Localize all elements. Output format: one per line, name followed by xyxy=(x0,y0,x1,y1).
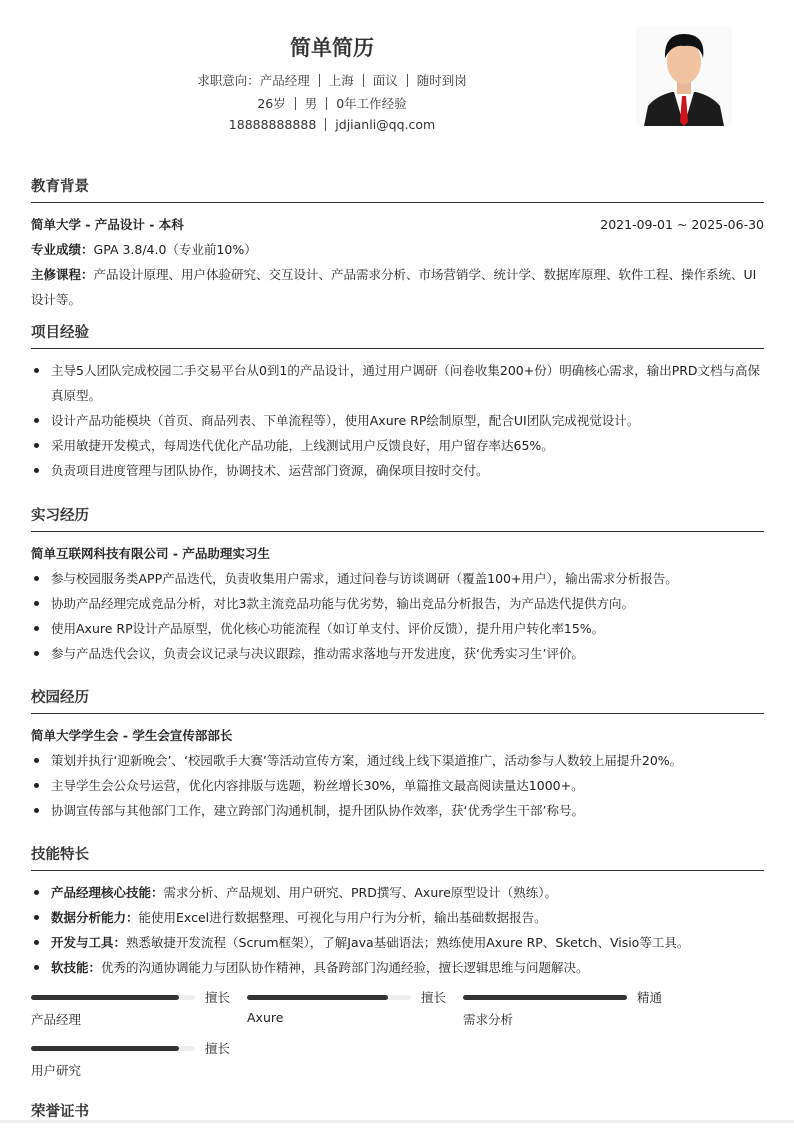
skill-name: 产品经理 xyxy=(31,1012,82,1027)
courses: 产品设计原理、用户体验研究、交互设计、产品需求分析、市场营销学、统计学、数据库原理、软件工程、操作系统、UI设计等。 xyxy=(31,267,757,307)
courses-label: 主修课程： xyxy=(31,267,94,282)
list-item xyxy=(31,880,764,905)
list-item: 设计产品功能模块（首页、商品列表、下单流程等），使用Axure RP绘制原型，配合UI团队完成视觉设计。 xyxy=(31,408,764,433)
organization: 简单大学学生会 - 学生会宣传部部长 xyxy=(31,728,233,743)
list-item: 参与校园服务类APP产品迭代，负责收集用户需求，通过问卷与访谈调研（覆盖100+用户），输出需求分析报告。 xyxy=(31,566,764,591)
separator xyxy=(326,97,327,110)
list-item xyxy=(31,930,764,955)
campus-section xyxy=(31,686,764,823)
education-dates: 2021-09-01 ~ 2025-06-30 xyxy=(600,217,764,232)
gpa-label: 专业成绩： xyxy=(31,242,94,257)
skill-bar-track xyxy=(31,995,195,1000)
intent-availability: 随时到岗 xyxy=(416,73,467,88)
section-title: 项目经验 xyxy=(31,321,764,349)
separator xyxy=(295,97,296,110)
honors-section xyxy=(31,1100,764,1136)
skill-bar-fill xyxy=(463,995,627,1000)
email: jdjianli@qq.com xyxy=(335,117,436,132)
list-item: 负责项目进度管理与团队协作，协调技术、运营部门资源，确保项目按时交付。 xyxy=(31,458,764,483)
projects-section xyxy=(31,321,764,483)
intent-salary: 面议 xyxy=(372,73,398,88)
list-item: 策划并执行‘迎新晚会’、‘校园歌手大赛’等活动宣传方案，通过线上线下渠道推广，活动参与人数较上届提升20%。 xyxy=(31,748,764,773)
list-item: 主导5人团队完成校园二手交易平台从0到1的产品设计，通过用户调研（问卷收集200+份）明确核心需求，输出PRD文档与高保真原型。 xyxy=(31,358,764,408)
skill-name: 需求分析 xyxy=(463,1012,514,1027)
section-title: 校园经历 xyxy=(31,686,764,714)
list-item xyxy=(31,955,764,980)
skill-bar-fill xyxy=(31,995,179,1000)
section-title: 荣誉证书 xyxy=(31,1104,89,1120)
separator xyxy=(363,74,364,87)
gender: 男 xyxy=(304,96,318,111)
skill-label: 数据分析能力： xyxy=(51,910,139,925)
phone: 18888888888 xyxy=(228,117,317,132)
company: 简单互联网科技有限公司 - 产品助理实习生 xyxy=(31,546,270,561)
list-item xyxy=(31,905,764,930)
skill-text: 熟悉敏捷开发流程（Scrum框架），了解Java基础语法；熟练使用Axure RP、Sketch、Visio等工具。 xyxy=(126,935,690,950)
skill-level: 精通 xyxy=(637,990,663,1005)
skill-name: Axure xyxy=(247,1010,284,1025)
skill-label: 产品经理核心技能： xyxy=(51,885,164,900)
experience: 0年工作经验 xyxy=(336,96,407,111)
skill-text: 能使用Excel进行数据整理、可视化与用户行为分析，输出基础数据报告。 xyxy=(138,910,547,925)
contact-info xyxy=(0,117,664,132)
list-item: 使用Axure RP设计产品原型，优化核心功能流程（如订单支付、评价反馈），提升用户转化率15%。 xyxy=(31,616,764,641)
skill-bar-fill xyxy=(247,995,388,1000)
resume-name: 简单简历 xyxy=(290,36,374,60)
list-item: 参与产品迭代会议，负责会议记录与决议跟踪，推动需求落地与开发进度，获‘优秀实习生’评价。 xyxy=(31,641,764,666)
list-item: 主导学生会公众号运营，优化内容排版与选题，粉丝增长30%，单篇推文最高阅读量达1000+。 xyxy=(31,773,764,798)
separator xyxy=(319,74,320,87)
intent-city: 上海 xyxy=(328,73,354,88)
intent-position: 求职意向：产品经理 xyxy=(197,73,310,88)
skill-level: 擅长 xyxy=(205,990,231,1005)
skills-section xyxy=(31,843,764,980)
skill-label: 软技能： xyxy=(51,960,102,975)
skill-label: 开发与工具： xyxy=(51,935,127,950)
separator xyxy=(407,74,408,87)
internship-section xyxy=(31,504,764,666)
basic-info xyxy=(0,94,664,112)
list-item: 协助产品经理完成竞品分析，对比3款主流竞品功能与优劣势，输出竞品分析报告，为产品迭代提供方向。 xyxy=(31,591,764,616)
skill-level: 擅长 xyxy=(421,990,447,1005)
job-intent xyxy=(0,71,664,89)
skill-name: 用户研究 xyxy=(31,1063,82,1078)
list-item: 协调宣传部与其他部门工作，建立跨部门沟通机制，提升团队协作效率，获‘优秀学生干部’称号。 xyxy=(31,798,764,823)
separator xyxy=(325,118,326,131)
section-title: 实习经历 xyxy=(31,504,764,532)
gpa: GPA 3.8/4.0（专业前10%） xyxy=(93,242,257,257)
section-title: 技能特长 xyxy=(31,843,764,871)
skill-bar-track xyxy=(31,1046,195,1051)
skill-bar-track xyxy=(247,995,411,1000)
skill-text: 需求分析、产品规划、用户研究、PRD撰写、Axure原型设计（熟练）。 xyxy=(163,885,558,900)
skill-bar-track xyxy=(463,995,627,1000)
school: 简单大学 - 产品设计 - 本科 xyxy=(31,217,184,232)
skill-text: 优秀的沟通协调能力与团队协作精神，具备跨部门沟通经验，擅长逻辑思维与问题解决。 xyxy=(101,960,589,975)
avatar xyxy=(636,26,732,126)
education-section xyxy=(31,175,764,312)
skill-bar-fill xyxy=(31,1046,179,1051)
section-title: 教育背景 xyxy=(31,175,764,203)
skill-level: 擅长 xyxy=(205,1041,231,1056)
age: 26岁 xyxy=(257,96,286,111)
list-item: 采用敏捷开发模式，每周迭代优化产品功能，上线测试用户反馈良好，用户留存率达65%。 xyxy=(31,433,764,458)
